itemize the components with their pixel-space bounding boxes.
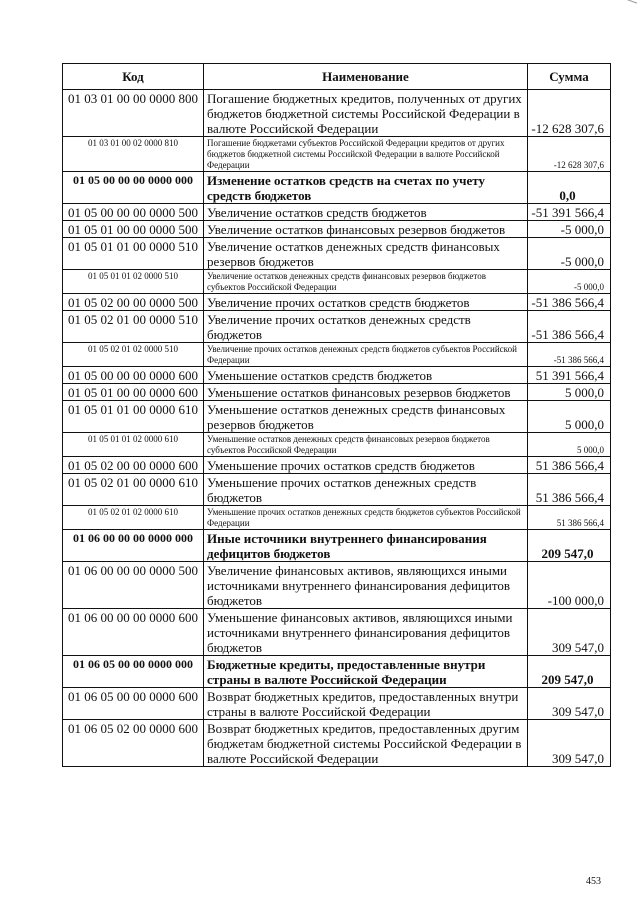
table-row	[63, 474, 611, 506]
row-name: Уменьшение прочих остатков средств бюджетов	[204, 457, 528, 474]
row-sum: 51 386 566,4	[528, 506, 611, 530]
scan-mark	[621, 0, 637, 11]
table-row	[63, 137, 611, 172]
document-page	[62, 63, 610, 767]
table-row	[63, 457, 611, 474]
table-row	[63, 401, 611, 433]
table-row	[63, 367, 611, 384]
row-sum: 51 386 566,4	[528, 457, 611, 474]
table-row	[63, 343, 611, 367]
row-sum: 209 547,0	[528, 656, 611, 688]
row-name: Возврат бюджетных кредитов, предоставленных внутри страны в валюте Российской Федерации	[204, 688, 528, 720]
row-code: 01 06 00 00 00 0000 500	[63, 562, 204, 609]
row-name: Уменьшение остатков денежных средств финансовых резервов бюджетов субъектов Российской Федерации	[204, 433, 528, 457]
table-row	[63, 294, 611, 311]
page-number: 453	[586, 876, 601, 887]
row-name: Увеличение финансовых активов, являющихся иными источниками внутреннего финансирования дефицитов бюджетов	[204, 562, 528, 609]
row-code: 01 05 02 01 02 0000 610	[63, 506, 204, 530]
row-sum: 5 000,0	[528, 433, 611, 457]
row-code: 01 06 00 00 00 0000 600	[63, 609, 204, 656]
row-name: Уменьшение остатков средств бюджетов	[204, 367, 528, 384]
row-code: 01 03 01 00 00 0000 800	[63, 90, 204, 137]
row-code: 01 05 02 01 02 0000 510	[63, 343, 204, 367]
row-name: Изменение остатков средств на счетах по учету средств бюджетов	[204, 172, 528, 204]
row-name: Погашение бюджетных кредитов, полученных от других бюджетов бюджетной системы Российской Федерации в валюте Российской Федерации	[204, 90, 528, 137]
financing-table	[62, 63, 611, 767]
row-code: 01 05 01 00 00 0000 500	[63, 221, 204, 238]
row-name: Иные источники внутреннего финансирования дефицитов бюджетов	[204, 530, 528, 562]
row-code: 01 05 01 01 02 0000 510	[63, 270, 204, 294]
row-name: Уменьшение остатков финансовых резервов бюджетов	[204, 384, 528, 401]
row-code: 01 05 00 00 00 0000 600	[63, 367, 204, 384]
table-row	[63, 562, 611, 609]
row-sum: -5 000,0	[528, 270, 611, 294]
row-sum: -51 386 566,4	[528, 294, 611, 311]
row-name: Погашение бюджетами субъектов Российской Федерации кредитов от других бюджетов бюджетной системы Российской Федерации в валюте Российской Федерации	[204, 137, 528, 172]
table-row	[63, 90, 611, 137]
row-sum: 5 000,0	[528, 401, 611, 433]
row-name: Уменьшение прочих остатков денежных средств бюджетов	[204, 474, 528, 506]
row-sum: 51 386 566,4	[528, 474, 611, 506]
row-name: Уменьшение прочих остатков денежных средств бюджетов субъектов Российской Федерации	[204, 506, 528, 530]
row-code: 01 05 02 01 00 0000 510	[63, 311, 204, 343]
row-sum: 51 391 566,4	[528, 367, 611, 384]
row-code: 01 05 01 01 02 0000 610	[63, 433, 204, 457]
table-row	[63, 530, 611, 562]
row-name: Увеличение остатков средств бюджетов	[204, 204, 528, 221]
table-row	[63, 609, 611, 656]
table-row	[63, 688, 611, 720]
row-sum: -5 000,0	[528, 238, 611, 270]
row-sum: 309 547,0	[528, 609, 611, 656]
row-sum: -51 391 566,4	[528, 204, 611, 221]
row-code: 01 05 02 01 00 0000 610	[63, 474, 204, 506]
row-name: Увеличение прочих остатков денежных средств бюджетов субъектов Российской Федерации	[204, 343, 528, 367]
row-code: 01 05 01 01 00 0000 610	[63, 401, 204, 433]
row-code: 01 06 05 00 00 0000 000	[63, 656, 204, 688]
row-code: 01 05 01 01 00 0000 510	[63, 238, 204, 270]
table-header-row	[63, 64, 611, 90]
header-code: Код	[63, 64, 204, 90]
table-row	[63, 204, 611, 221]
row-code: 01 05 02 00 00 0000 600	[63, 457, 204, 474]
row-code: 01 06 05 02 00 0000 600	[63, 720, 204, 767]
row-sum: -12 628 307,6	[528, 90, 611, 137]
row-name: Уменьшение финансовых активов, являющихся иными источниками внутреннего финансирования дефицитов бюджетов	[204, 609, 528, 656]
row-sum: 209 547,0	[528, 530, 611, 562]
row-code: 01 05 00 00 00 0000 500	[63, 204, 204, 221]
row-sum: -5 000,0	[528, 221, 611, 238]
row-sum: 309 547,0	[528, 688, 611, 720]
table-body	[63, 90, 611, 767]
row-name: Уменьшение остатков денежных средств финансовых резервов бюджетов	[204, 401, 528, 433]
table-row	[63, 656, 611, 688]
row-code: 01 06 05 00 00 0000 600	[63, 688, 204, 720]
table-row	[63, 221, 611, 238]
row-name: Увеличение прочих остатков денежных средств бюджетов	[204, 311, 528, 343]
row-sum: 5 000,0	[528, 384, 611, 401]
header-sum: Сумма	[528, 64, 611, 90]
table-row	[63, 172, 611, 204]
row-sum: -12 628 307,6	[528, 137, 611, 172]
row-sum: -100 000,0	[528, 562, 611, 609]
table-row	[63, 270, 611, 294]
table-row	[63, 311, 611, 343]
row-name: Увеличение остатков денежных средств финансовых резервов бюджетов субъектов Российской Федерации	[204, 270, 528, 294]
row-name: Бюджетные кредиты, предоставленные внутри страны в валюте Российской Федерации	[204, 656, 528, 688]
row-sum: 309 547,0	[528, 720, 611, 767]
row-code: 01 06 00 00 00 0000 000	[63, 530, 204, 562]
row-name: Увеличение остатков финансовых резервов бюджетов	[204, 221, 528, 238]
row-code: 01 05 00 00 00 0000 000	[63, 172, 204, 204]
row-sum: -51 386 566,4	[528, 343, 611, 367]
row-code: 01 05 02 00 00 0000 500	[63, 294, 204, 311]
table-row	[63, 506, 611, 530]
row-sum: 0,0	[528, 172, 611, 204]
row-name: Увеличение остатков денежных средств финансовых резервов бюджетов	[204, 238, 528, 270]
table-row	[63, 238, 611, 270]
table-row	[63, 384, 611, 401]
table-row	[63, 433, 611, 457]
row-name: Возврат бюджетных кредитов, предоставленных другим бюджетам бюджетной системы Российской Федерации в валюте Российской Федерации	[204, 720, 528, 767]
row-code: 01 05 01 00 00 0000 600	[63, 384, 204, 401]
row-code: 01 03 01 00 02 0000 810	[63, 137, 204, 172]
row-name: Увеличение прочих остатков средств бюджетов	[204, 294, 528, 311]
row-sum: -51 386 566,4	[528, 311, 611, 343]
table-row	[63, 720, 611, 767]
header-name: Наименование	[204, 64, 528, 90]
